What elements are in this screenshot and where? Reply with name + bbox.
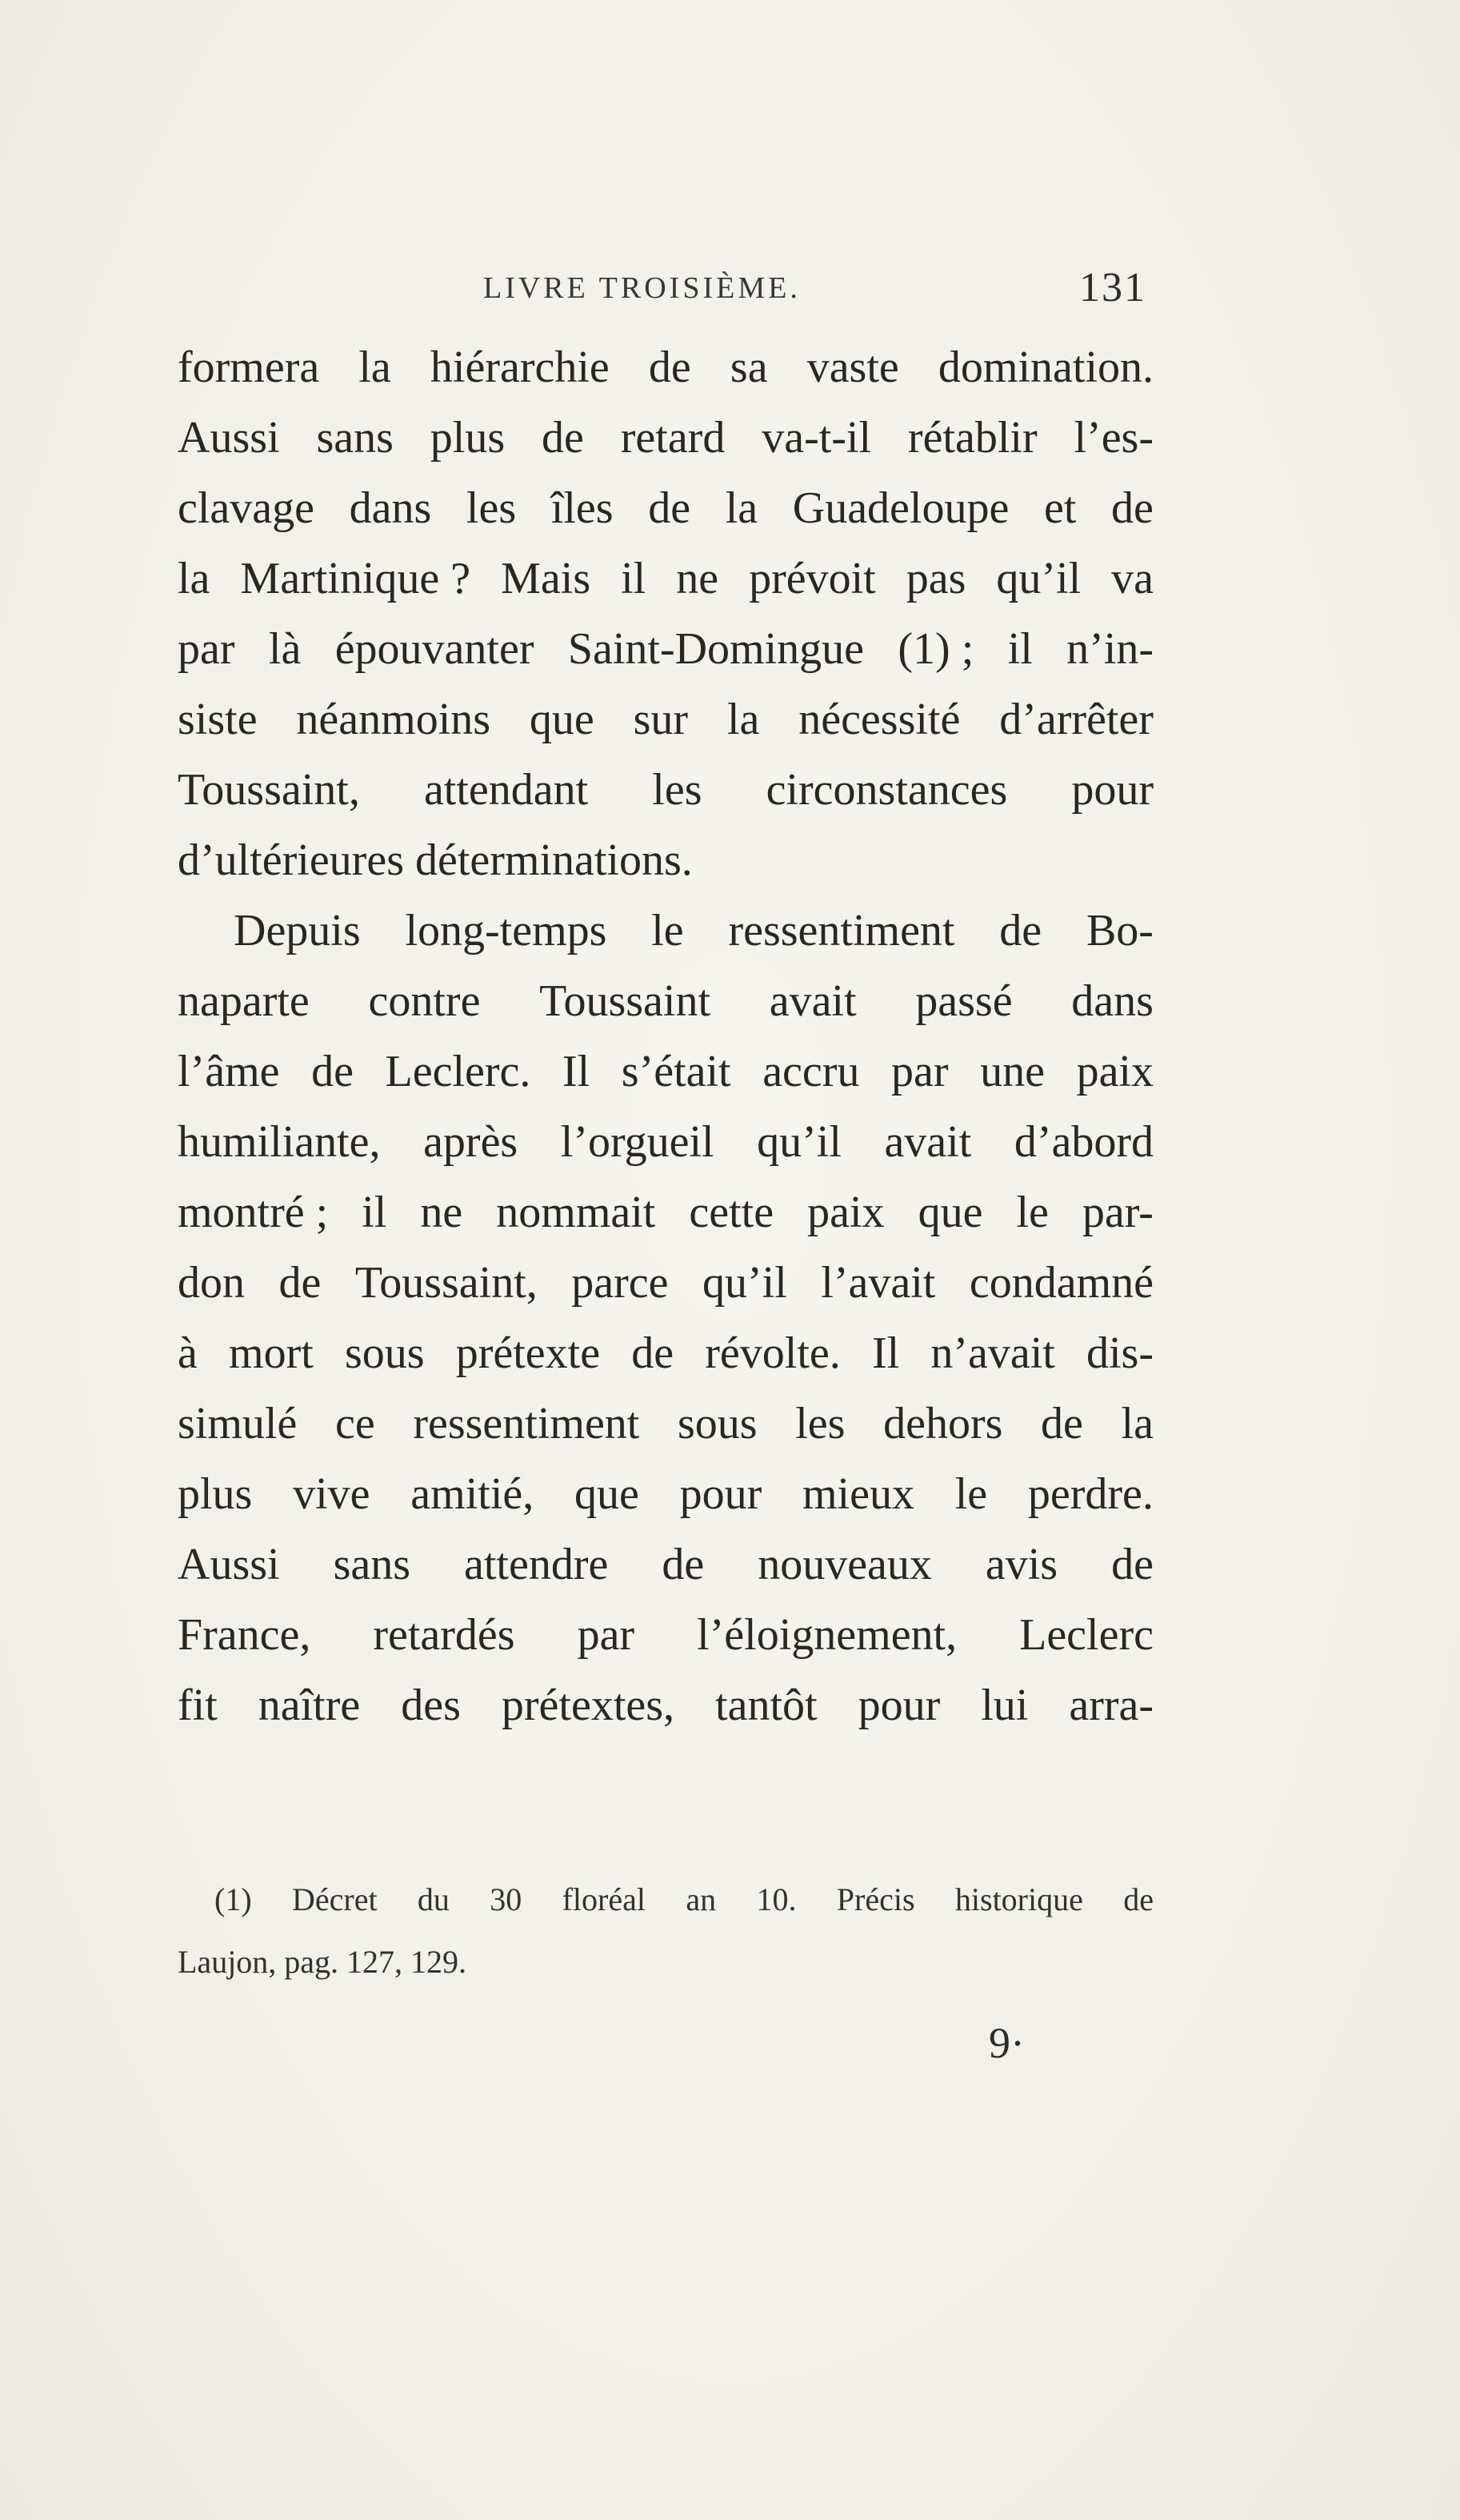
word: prévoit [749, 554, 876, 603]
word: fit [178, 1681, 218, 1730]
word: dehors [883, 1399, 1003, 1448]
text-line [178, 1670, 1154, 1741]
word: sous [344, 1328, 425, 1378]
word: il [362, 1188, 387, 1237]
word: Il [871, 1328, 900, 1378]
text-line [178, 403, 1154, 473]
word: avait [769, 976, 857, 1026]
word: nouveaux [758, 1540, 932, 1589]
footnote-word: floréal [562, 1881, 646, 1917]
word: Toussaint, [354, 1258, 538, 1308]
word: de [542, 413, 584, 463]
word: va [1111, 554, 1154, 603]
word: sous [678, 1399, 758, 1448]
word: qu’il [996, 554, 1082, 603]
word: des [401, 1681, 461, 1730]
word: mieux [802, 1469, 914, 1519]
word: dans [349, 483, 432, 533]
word: long-temps [405, 906, 607, 956]
word: sans [333, 1540, 411, 1589]
word: Mais [501, 554, 591, 603]
word: hiérarchie [430, 343, 610, 392]
word: montré ; [178, 1188, 329, 1237]
word: siste [178, 695, 258, 744]
word: pour [1071, 765, 1154, 815]
word: la [358, 343, 391, 392]
word: d’abord [1014, 1117, 1154, 1167]
word: formera [178, 343, 320, 392]
word: n’in- [1066, 624, 1154, 674]
word: don [178, 1258, 245, 1308]
word: accru [762, 1047, 860, 1096]
word: rétablir [907, 413, 1038, 463]
footnote-word: Décret [291, 1881, 378, 1917]
footnote-word: de [1123, 1881, 1154, 1917]
word: de [1041, 1399, 1083, 1448]
word: lui [981, 1681, 1029, 1730]
text-line [178, 1036, 1154, 1107]
word: après [423, 1117, 518, 1167]
word: plus [178, 1469, 253, 1519]
word: néanmoins [296, 695, 491, 744]
word: cette [689, 1188, 774, 1237]
word: épouvanter [334, 624, 534, 674]
word: qu’il [702, 1258, 787, 1308]
text-line [178, 1107, 1154, 1177]
footnote-word: 10. [756, 1881, 797, 1917]
signature-mark: 9· [989, 2019, 1025, 2067]
word: sur [633, 695, 689, 744]
word: il [621, 554, 646, 603]
word: pas [906, 554, 966, 603]
word: Bo- [1086, 906, 1154, 956]
word: l’orgueil [560, 1117, 714, 1167]
word: parce [571, 1258, 669, 1308]
word: par- [1082, 1188, 1154, 1237]
word: naître [258, 1681, 361, 1730]
text-line [178, 895, 1154, 966]
text-line [178, 1388, 1154, 1459]
word: arra- [1069, 1681, 1154, 1730]
word: prétexte [455, 1328, 601, 1378]
word: que [529, 695, 594, 744]
word: amitié, [410, 1469, 534, 1519]
text-line [178, 1600, 1154, 1670]
running-head: LIVRE TROISIÈME. [483, 271, 801, 305]
text-line [178, 684, 1154, 755]
word: sans [316, 413, 394, 463]
word: nécessité [798, 695, 961, 744]
word: circonstances [766, 765, 1008, 815]
word: attendre [464, 1540, 609, 1589]
text-line [178, 966, 1154, 1036]
word: sa [730, 343, 768, 392]
text-line [178, 1177, 1154, 1248]
word: retard [620, 413, 726, 463]
word: nommait [496, 1188, 656, 1237]
word: la [725, 483, 758, 533]
word: l’avait [821, 1258, 936, 1308]
footnote-line [214, 1869, 1154, 1931]
text-line [178, 825, 1154, 895]
word: il [1007, 624, 1033, 674]
word: domination. [938, 343, 1154, 392]
word: à [178, 1328, 198, 1378]
footnote-word: an [686, 1881, 717, 1917]
word: et [1043, 483, 1077, 533]
word: attendant [423, 765, 589, 815]
word: (1) ; [898, 624, 974, 674]
word: paix [1076, 1047, 1154, 1096]
word: de [648, 483, 691, 533]
word: contre [368, 976, 481, 1026]
word: l’âme [178, 1047, 280, 1096]
word: d’ultérieures déterminations. [178, 835, 693, 885]
word: le [954, 1469, 988, 1519]
word: vaste [806, 343, 899, 392]
word: plus [430, 413, 506, 463]
word: Toussaint [539, 976, 710, 1026]
word: retardés [373, 1610, 515, 1660]
word: par [577, 1610, 635, 1660]
word: Martinique ? [240, 554, 471, 603]
word: Guadeloupe [792, 483, 1010, 533]
word: de [631, 1328, 674, 1378]
word: la [726, 695, 760, 744]
text-line [178, 332, 1154, 403]
word: mort [229, 1328, 314, 1378]
word: clavage [178, 483, 314, 533]
word: avis [985, 1540, 1058, 1589]
word: Leclerc. [385, 1047, 531, 1096]
word: les [652, 765, 702, 815]
text-line [178, 473, 1154, 543]
word: les [466, 483, 517, 533]
word: perdre. [1027, 1469, 1154, 1519]
word: ne [676, 554, 719, 603]
word: prétextes, [501, 1681, 675, 1730]
footnote-word: Précis [836, 1881, 915, 1917]
word: ne [420, 1188, 463, 1237]
word: le [651, 906, 684, 956]
word: l’éloignement, [697, 1610, 958, 1660]
page-number: 131 [1079, 265, 1146, 310]
word: ce [334, 1399, 375, 1448]
word: là [268, 624, 302, 674]
word: Aussi [178, 1540, 280, 1589]
word: une [980, 1047, 1045, 1096]
word: dans [1071, 976, 1154, 1026]
word: de [311, 1047, 354, 1096]
word: France, [178, 1610, 311, 1660]
word: les [795, 1399, 846, 1448]
word: Aussi [178, 413, 280, 463]
word: pour [679, 1469, 762, 1519]
text-line [178, 1248, 1154, 1318]
text-line [178, 755, 1154, 825]
word: de [278, 1258, 322, 1308]
word: humiliante, [178, 1117, 381, 1167]
text-line [178, 543, 1154, 614]
word: paix [807, 1188, 885, 1237]
word: pour [858, 1681, 941, 1730]
footnote-word: Laujon, pag. 127, 129. [178, 1944, 467, 1980]
word: que [574, 1469, 639, 1519]
word: va-t-il [762, 413, 872, 463]
word: de [648, 343, 691, 392]
word: par [178, 624, 235, 674]
word: vive [293, 1469, 370, 1519]
word: la [1121, 1399, 1154, 1448]
footnote-line [178, 1931, 1154, 1993]
footnote-word: historique [954, 1881, 1083, 1917]
word: Il [562, 1047, 590, 1096]
word: l’es- [1074, 413, 1154, 463]
word: de [999, 906, 1042, 956]
word: le [1016, 1188, 1049, 1237]
word: n’avait [930, 1328, 1055, 1378]
text-line [178, 1529, 1154, 1600]
word: ressentiment [413, 1399, 640, 1448]
word: qu’il [757, 1117, 842, 1167]
word: de [662, 1540, 705, 1589]
word: d’arrêter [999, 695, 1154, 744]
footnote-word: (1) [214, 1881, 252, 1917]
word: Depuis [234, 906, 361, 956]
word: tantôt [715, 1681, 818, 1730]
word: s’était [621, 1047, 731, 1096]
text-line [178, 614, 1154, 684]
word: Toussaint, [178, 765, 360, 815]
word: Leclerc [1019, 1610, 1154, 1660]
word: que [918, 1188, 983, 1237]
word: naparte [178, 976, 310, 1026]
footnote-word: 30 [490, 1881, 522, 1917]
footnote [178, 1869, 1154, 1993]
text-line [178, 1318, 1154, 1388]
word: la [178, 554, 210, 603]
body-text [178, 332, 1154, 1741]
text-line [178, 1459, 1154, 1529]
word: de [1111, 1540, 1154, 1589]
word: avait [884, 1117, 972, 1167]
word: de [1111, 483, 1154, 533]
word: condamné [969, 1258, 1154, 1308]
footnote-word: du [417, 1881, 450, 1917]
word: passé [915, 976, 1013, 1026]
word: simulé [178, 1399, 298, 1448]
word: Saint-Domingue [567, 624, 865, 674]
word: révolte. [705, 1328, 841, 1378]
word: ressentiment [728, 906, 955, 956]
word: îles [550, 483, 614, 533]
word: dis- [1086, 1328, 1154, 1378]
word: par [891, 1047, 949, 1096]
